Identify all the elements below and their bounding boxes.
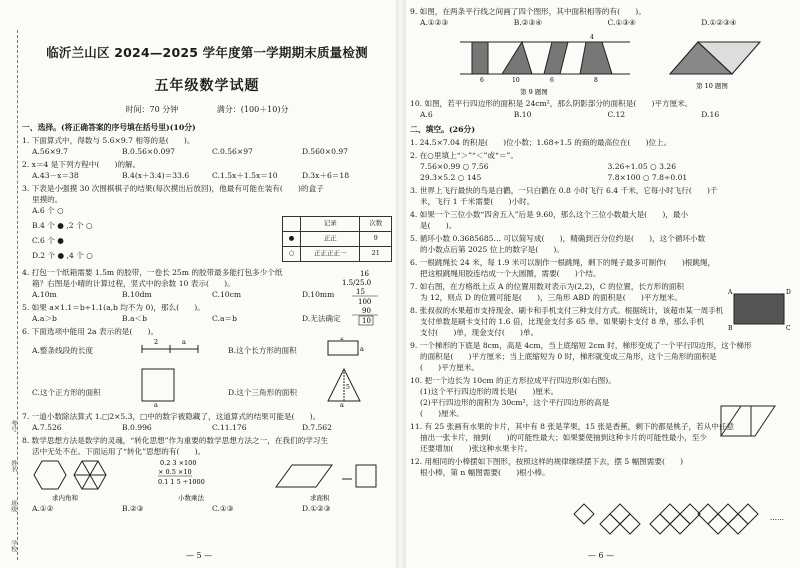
binding-label: 班级: [9, 500, 17, 512]
decimal-multiplication: [152, 457, 262, 501]
q2-options: [32, 170, 392, 181]
svg-text:10: 10: [512, 77, 520, 84]
fill-5-cont: 的小数点后第 2025 位上的数字是( )。: [420, 245, 564, 255]
q6-options: [32, 337, 392, 409]
option: D.10mm: [302, 290, 335, 300]
fill-11-cont: 抽出一张卡片，抽到( )的可能性最大；如果要使抽到这种卡片的可能性最小，至少: [420, 433, 707, 443]
fill-8-cont: 支付( )单，现金支付( )单。: [420, 328, 539, 338]
question-8-cont: 活中无处不在。下面运用了“转化”思想的有( )。: [32, 447, 206, 457]
fill-8-cont: 支付单数是刷卡支付的 1.6 倍，比现金支付多 65 单。如果刷卡支付 8 单，那么手机: [420, 317, 705, 327]
q4-long-division: [342, 268, 382, 328]
question-10: 10. 如图，若平行四边形的面积是 24cm²，那么阴影部分的面积是( )平方厘米。: [410, 99, 693, 108]
q9-options: [420, 17, 795, 28]
q9-q10-figures: [410, 28, 795, 96]
q1-options: [32, 146, 392, 157]
compare-item: 3.26÷1.05 ○ 3.26: [607, 162, 677, 172]
q8-options: [32, 503, 392, 514]
fill-11-cont: 还要增加( )张这种水果卡片。: [420, 444, 533, 454]
question-5: 5. 如果 a×1.1＝b÷1.1(a,b 均不为 0)，那么( )。: [22, 303, 205, 313]
svg-text:0.1 1 5 ÷1000: 0.1 1 5 ÷1000: [158, 478, 205, 487]
option: B.10: [513, 110, 532, 119]
option: C.12: [607, 110, 626, 119]
svg-text:a: a: [360, 345, 364, 354]
option: A.6 个 ○: [32, 206, 64, 216]
svg-text:B: B: [728, 325, 733, 332]
svg-text:8: 8: [594, 77, 598, 84]
svg-text:求面积: 求面积: [310, 494, 330, 502]
option: B.4 个 ● ,2 个 ○: [32, 221, 93, 231]
stick-pattern-figures: [570, 500, 795, 540]
option: C.a＝b: [212, 314, 237, 324]
calc-line: 90: [362, 307, 371, 315]
fill-10-cont: ( )厘米。: [420, 409, 464, 419]
svg-text:× 0.5 ×10: × 0.5 ×10: [158, 468, 192, 477]
option: C.6 个 ●: [32, 236, 64, 246]
svg-text:0.2 3 ×100: 0.2 3 ×100: [160, 459, 197, 468]
hexagon-figures: [32, 457, 132, 501]
option: B.10dm: [122, 290, 152, 300]
option: A.6: [420, 110, 433, 119]
option: C.这个正方形的面积: [32, 388, 101, 398]
calc-line: 100: [358, 298, 372, 306]
black-stone-icon: ●: [283, 232, 301, 247]
q10-options: [420, 109, 795, 120]
svg-text:6: 6: [480, 77, 484, 84]
option: B.a＜b: [122, 314, 147, 324]
svg-text:小数乘法: 小数乘法: [178, 494, 204, 502]
svg-text:4: 4: [590, 34, 594, 41]
q8-figures: [32, 457, 392, 503]
square-to-parallelogram-figure: [715, 400, 785, 442]
fill-9-cont: ( )平方厘米。: [420, 363, 480, 373]
binding-label: 姓名: [9, 460, 17, 472]
option: A.a＞b: [32, 314, 57, 324]
option: A.56×9.7: [32, 147, 68, 157]
svg-text:第 9 题图: 第 9 题图: [520, 88, 548, 96]
fill-11: 11. 有 25 张画有水果的卡片，其中有 8 张是苹果，15 张是香蕉，剩下的都是桃子，若从中任意: [410, 422, 735, 432]
option: D.①②③④: [701, 18, 737, 27]
fill-10-cont: (2)平行四边形的面积为 30cm²，这个平行四边形的高是: [420, 398, 610, 408]
option: A.10m: [32, 290, 57, 300]
segment-figure: [140, 337, 200, 359]
fill-7-cont: 为 12，则点 D 的位置可能是( )，三角形 ABD 的面积是( )平方厘米。: [420, 293, 682, 303]
q5-options: [32, 313, 392, 324]
option: B.②③: [122, 504, 144, 514]
exam-meta: [22, 104, 392, 116]
compare-item: 7.56×0.99 ○ 7.56: [420, 162, 489, 172]
fill-12: 12. 用相同的小棒摆如下图形，按照这样的规律继续摆下去，摆 5 幅图需要( ): [410, 457, 684, 467]
fill-2: 2. 在○里填上“＞”“＜”或“＝”。: [410, 151, 518, 161]
binding-label: 学校: [9, 540, 17, 552]
grid-rectangle-figure: [728, 288, 792, 332]
compare-item: 7.8×100 ○ 7.8÷0.01: [607, 173, 688, 183]
svg-text:a: a: [154, 401, 158, 408]
triangle-figure: [326, 367, 366, 407]
page-number: — 6 —: [587, 551, 615, 561]
exam-subtitle: 五年级数学试题: [154, 78, 260, 95]
page-number: — 5 —: [185, 551, 213, 561]
svg-text:……: ……: [770, 514, 784, 522]
fill-9-cont: 的面积是( )平方厘米；当上底缩短为 0 时，梯形就变成三角形，这个三角形的面积是: [420, 352, 717, 362]
question-2: 2. x＝4 是下列方程中( )的解。: [22, 160, 141, 170]
question-4-cont: 箱？右图是小晴的计算过程，竖式中的余数 10 表示( )。: [32, 279, 235, 289]
fill-6-cont: 把这根跳绳用胶连结成一个大圆圈，需要( )个结。: [420, 269, 601, 279]
q4-options: [32, 289, 392, 300]
count: 9: [360, 232, 392, 247]
option: D.16: [701, 110, 720, 119]
left-page: [0, 0, 398, 568]
q3-record-table: [282, 216, 392, 262]
q7-options: [32, 422, 392, 433]
option: C.0.56×97: [212, 147, 253, 157]
fill-6: 6. 一根跳绳长 24 米，每 1.9 米可以制作一根跳绳，剩下的绳子最多可制作( )根跳绳，: [410, 258, 716, 268]
option: C.10cm: [212, 290, 242, 300]
count: 21: [360, 247, 392, 262]
compare-item: 29.3×5.2 ○ 145: [420, 173, 482, 183]
fill-3-cont: 米，飞行 1 千米需要( )小时。: [420, 197, 535, 207]
fill-4-cont: 是( )。: [420, 221, 457, 231]
fill-8: 8. 张叔叔的水果超市支持现金、刷卡和手机支付三种支付方式。根据统计，该超市某一周手机: [410, 306, 724, 316]
tally: 正正: [301, 232, 360, 247]
svg-text:2: 2: [340, 337, 344, 343]
fill-4: 4. 如果一个三位小数“四舍五入”后是 9.60，那么这个三位小数最大是( )，最小: [410, 210, 689, 220]
option: B.0.996: [122, 423, 152, 433]
option: A.43－x＝38: [32, 171, 79, 181]
table-header: 记录: [301, 217, 360, 232]
svg-text:2: 2: [154, 338, 159, 347]
fill-2-items: [420, 161, 795, 183]
svg-text:a: a: [340, 401, 344, 408]
tally: 正正正正一: [301, 247, 360, 262]
exam-time: 时间：70 分钟: [125, 105, 179, 115]
question-7: 7. 一道小数除法算式 1.□2×5.3，□中的数字被隐藏了，这道算式的结果可能是( )。: [22, 412, 321, 422]
exam-title: 临沂兰山区 2024—2025 学年度第一学期期末质量检测: [46, 45, 368, 60]
option: D.这个三角形的面积: [228, 388, 297, 398]
table-header: 次数: [360, 217, 392, 232]
question-4: 4. 打包一个纸箱需要 1.5m 的胶带，一卷长 25m 的胶带最多能打包多少个纸: [22, 268, 283, 278]
calc-line: 1.5/25.0: [342, 279, 372, 287]
question-8: 8. 数学思想方法是数学的灵魂，“转化思想”作为重要的数学思想方法之一，在我们的学习生: [22, 436, 328, 446]
svg-text:求内角和: 求内角和: [52, 494, 78, 502]
calc-line: 10: [362, 317, 371, 325]
right-content: [410, 0, 795, 522]
white-stone-icon: ○: [283, 247, 301, 262]
exam-score: 满分：(100＋10)分: [216, 105, 289, 115]
option: D.560×0.97: [302, 147, 348, 157]
square-figure: [140, 367, 180, 407]
parallel-lines-figure: [460, 32, 630, 96]
svg-text:D: D: [786, 289, 791, 296]
binding-line: [8, 30, 18, 560]
option: C.①③④: [607, 18, 636, 27]
fill-10-cont: (1)这个平行四边形的周长是( )厘米。: [420, 387, 559, 397]
option: D.7.562: [302, 423, 332, 433]
fill-5: 5. 循环小数 0.3685685… 可以简写成( )，精确到百分位约是( )，这个循环小数: [410, 234, 706, 244]
option: C.1.5x＋1.5x＝10: [212, 171, 278, 181]
left-content: [22, 0, 392, 514]
svg-text:A: A: [728, 289, 733, 296]
section-choice: 一、选择。(将正确答案的序号填在括号里)(10分): [22, 123, 196, 133]
binding-label: 考号: [9, 420, 17, 432]
option: A.①②: [32, 504, 54, 514]
option: B.这个长方形的面积: [228, 346, 297, 356]
area-transform-figure: [272, 457, 382, 501]
option: C.11.176: [212, 423, 247, 433]
fill-3: 3. 世界上飞行最快的鸟是白鹳，一只白鹳在 0.8 小时飞行 6.4 千米，它每小时飞行( )千: [410, 186, 718, 196]
fill-7: 7. 如右图，在方格纸上点 A 的位置用数对表示为(2,2)，C 的位置，长方形的面积: [410, 282, 685, 292]
question-1: 1. 下面算式中，得数与 5.6×9.7 相等的是( )。: [22, 136, 195, 146]
fill-9: 9. 一个梯形的下底是 8cm，高是 4cm，当上底缩短 2cm 时，梯形变成了一个平行四边形，这个梯形: [410, 341, 752, 351]
option: C.①③: [212, 504, 234, 514]
question-6: 6. 下面选项中能用 2a 表示的是( )。: [22, 327, 159, 337]
calc-line: 16: [360, 270, 369, 278]
shaded-parallelogram-figure: [660, 32, 770, 96]
calc-line: 15: [356, 288, 365, 296]
option: D.2 个 ● ,4 个 ○: [32, 251, 93, 261]
option: D.①②③: [302, 504, 331, 514]
section-fill: 二、填空。(26分): [410, 125, 476, 134]
option: D.3x＋6＝18: [302, 171, 350, 181]
question-3-cont: 里摸的。: [32, 195, 63, 205]
svg-text:5: 5: [346, 384, 350, 392]
fill-12-cont: 根小棒，第 n 幅图需要( )根小棒。: [420, 468, 550, 478]
question-9: 9. 如图，在两条平行线之间画了四个图形，其中面积相等的有( )。: [410, 7, 646, 16]
option: A.①②③: [420, 18, 449, 27]
svg-text:6: 6: [550, 77, 554, 84]
fill-1: 1. 24.5×7.04 的积是( )位小数；1.68÷1.5 的商的最高位在( )位上。: [410, 138, 672, 148]
option: B.0.56×0.097: [122, 147, 176, 157]
fill-10: 10. 把一个边长为 10cm 的正方形拉成平行四边形(如右图)。: [410, 376, 616, 386]
question-3: 3. 下表是小强摸 30 次围棋棋子的结果(每次摸出后放回)，他最有可能在装有( )的盒子: [22, 184, 324, 194]
rectangle-figure: [326, 337, 366, 359]
right-page: [402, 0, 800, 568]
option: A.7.526: [32, 423, 62, 433]
option: D.无法确定: [302, 314, 341, 324]
svg-text:第 10 题图: 第 10 题图: [696, 82, 728, 90]
svg-text:C: C: [786, 325, 791, 332]
option: B.4(x＋3.4)＝33.6: [122, 171, 190, 181]
option: B.②③④: [513, 18, 543, 27]
option: A.整条线段的长度: [32, 346, 94, 356]
svg-text:a: a: [182, 338, 186, 347]
